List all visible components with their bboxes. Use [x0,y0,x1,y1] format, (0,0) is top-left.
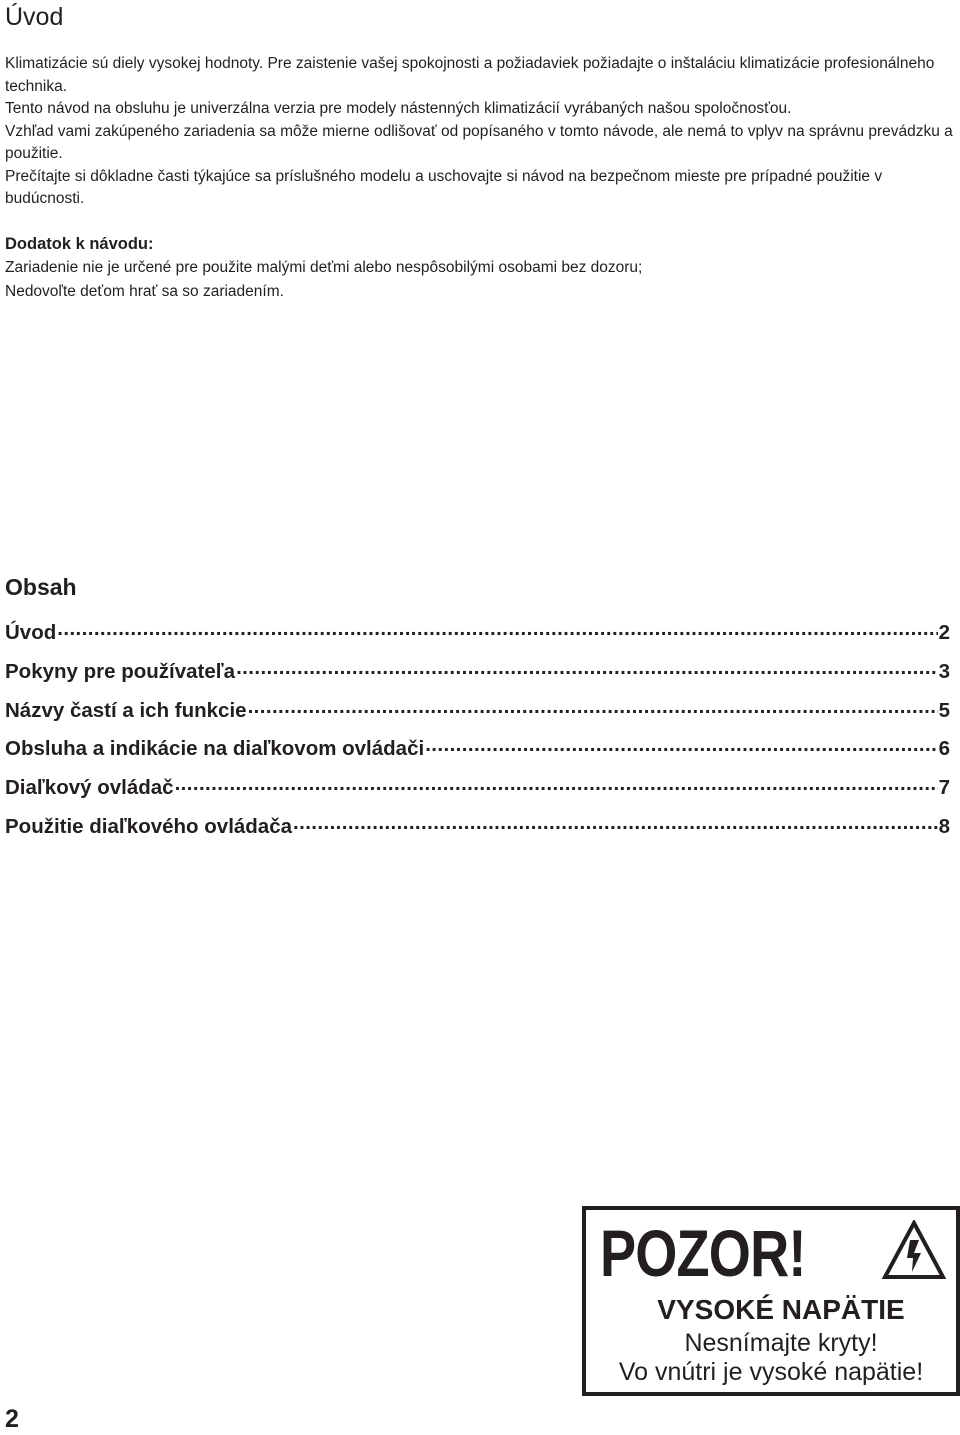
toc-entry-page: 5 [938,698,950,722]
toc-entry-page: 6 [938,737,950,761]
toc-leader-dots [236,656,938,678]
toc-entry[interactable] [5,617,950,656]
addendum-heading: Dodatok k návodu: [5,235,154,253]
toc-leader-dots [175,772,938,794]
toc-leader-dots [248,695,938,717]
toc-leader-dots [57,617,937,639]
toc-entry-page: 2 [938,621,950,644]
high-voltage-warning-box [582,1206,960,1396]
toc-leader-dots [425,733,937,755]
toc-entry-page: 8 [938,814,950,838]
toc-leader-dots [293,811,938,833]
intro-paragraph: Prečítajte si dôkladne časti týkajúce sa príslušného modelu a uschovajte si návod na bezpečnom mieste pre prípadné použitie v budúcnosti. [5,167,883,207]
toc-entry-label: Názvy častí a ich funkcie [5,698,247,722]
toc-entry-label: Pokyny pre používateľa [5,659,236,683]
toc-entry-label: Diaľkový ovládač [5,776,174,800]
page-title: Úvod [5,3,64,31]
toc-entry-page: 7 [938,776,950,800]
toc-entry-page: 3 [938,659,950,683]
toc-entry-label: Obsluha a indikácie na diaľkovom ovládači [5,737,425,761]
toc-entry[interactable] [5,656,950,695]
intro-paragraph: Klimatizácie sú diely vysokej hodnoty. Pre zaistenie vašej spokojnosti a požiadaviek požiadajte o inštaláciu klimatizácie profesionálneho technika. [5,55,935,95]
toc-entry[interactable] [5,733,950,772]
intro-paragraph: Tento návod na obsluhu je univerzálna verzia pre modely nástenných klimatizácií vyrábaných našou spoločnosťou. [5,100,792,117]
addendum-line: Nedovoľte deťom hrať sa so zariadením. [5,283,284,300]
addendum-section [5,232,953,304]
intro-paragraph: Vzhľad vami zakúpeného zariadenia sa môže mierne odlišovať od popísaného v tomto návode, ale nemá to vplyv na správnu prevádzku a použitie. [5,122,953,162]
addendum-line: Zariadenie nie je určené pre použite malými deťmi alebo nespôsobilými osobami bez dozoru; [5,259,643,276]
toc-entry[interactable] [5,695,950,734]
toc-entry[interactable] [5,772,950,811]
page-number: 2 [5,1405,19,1433]
warning-title: POZOR! [600,1216,806,1290]
warning-line-inside: Vo vnútri je vysoké napätie! [618,1358,924,1386]
warning-line-covers: Nesnímajte kryty! [684,1329,878,1357]
toc-entry-label: Použitie diaľkového ovládača [5,814,293,838]
toc-entry[interactable] [5,811,950,850]
high-voltage-icon [882,1220,946,1280]
toc-title: Obsah [5,574,77,600]
table-of-contents [5,617,950,850]
intro-section [5,53,953,211]
toc-entry-label: Úvod [5,621,57,644]
warning-line-high-voltage: VYSOKÉ NAPÄTIE [657,1294,905,1325]
